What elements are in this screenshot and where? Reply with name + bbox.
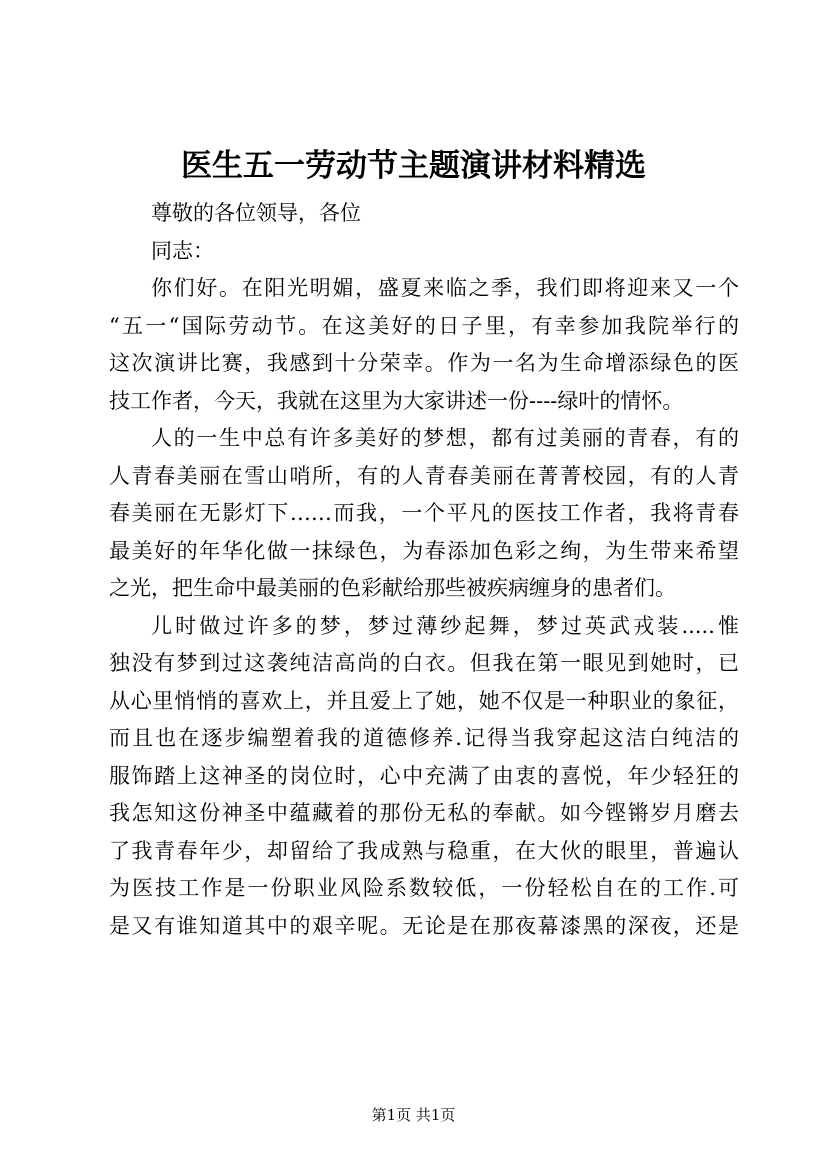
salutation-line: 同志：	[151, 238, 214, 263]
paragraph-line: 技工作者，今天，我就在这里为大家讲述一份----绿叶的情怀。	[109, 388, 684, 413]
paragraph-line: 为医技工作是一份职业风险系数较低，一份轻松自在的工作.可	[109, 876, 739, 900]
paragraph-line: 最美好的年华化做一抹绿色，为春添加色彩之绚，为生带来希望	[109, 538, 739, 563]
paragraph-line: 春美丽在无影灯下……而我，一个平凡的医技工作者，我将青春	[109, 501, 739, 525]
paragraph-line: 我怎知这份神圣中蕴藏着的那份无私的奉献。如今铿锵岁月磨去	[109, 801, 739, 825]
page-number-footer: 第1页 共1页	[371, 1106, 456, 1124]
paragraph-line: 人的一生中总有许多美好的梦想，都有过美丽的青春，有的	[151, 426, 739, 450]
paragraph-line: 服饰踏上这神圣的岗位时，心中充满了由衷的喜悦，年少轻狂的	[109, 763, 739, 788]
paragraph-line: 是又有谁知道其中的艰辛呢。无论是在那夜幕漆黑的深夜，还是	[109, 913, 739, 938]
paragraph-line: 这次演讲比赛，我感到十分荣幸。作为一名为生命增添绿色的医	[109, 351, 739, 375]
paragraph-line: 了我青春年少，却留给了我成熟与稳重，在大伙的眼里，普遍认	[109, 838, 739, 863]
paragraph-line: 之光，把生命中最美丽的色彩献给那些被疾病缠身的患者们。	[109, 576, 676, 600]
paragraph-line: 儿时做过许多的梦，梦过薄纱起舞，梦过英武戎装.....惟	[151, 613, 739, 638]
paragraph-line: 人青春美丽在雪山哨所，有的人青春美丽在菁菁校园，有的人青	[109, 463, 739, 488]
document-body	[109, 195, 739, 945]
paragraph-line: 独没有梦到过这袭纯洁高尚的白衣。但我在第一眼见到她时，已	[109, 651, 739, 675]
document-title: 医生五一劳动节主题演讲材料精选	[181, 148, 646, 184]
paragraph-line: “五一“国际劳动节。在这美好的日子里，有幸参加我院举行的	[109, 313, 739, 338]
salutation-line: 尊敬的各位领导，各位	[151, 201, 361, 225]
paragraph-line: 而且也在逐步编塑着我的道德修养.记得当我穿起这洁白纯洁的	[109, 726, 739, 750]
paragraph-line: 你们好。在阳光明媚，盛夏来临之季，我们即将迎来又一个	[151, 276, 739, 300]
paragraph-line: 从心里悄悄的喜欢上，并且爱上了她，她不仅是一种职业的象征，	[109, 688, 739, 713]
